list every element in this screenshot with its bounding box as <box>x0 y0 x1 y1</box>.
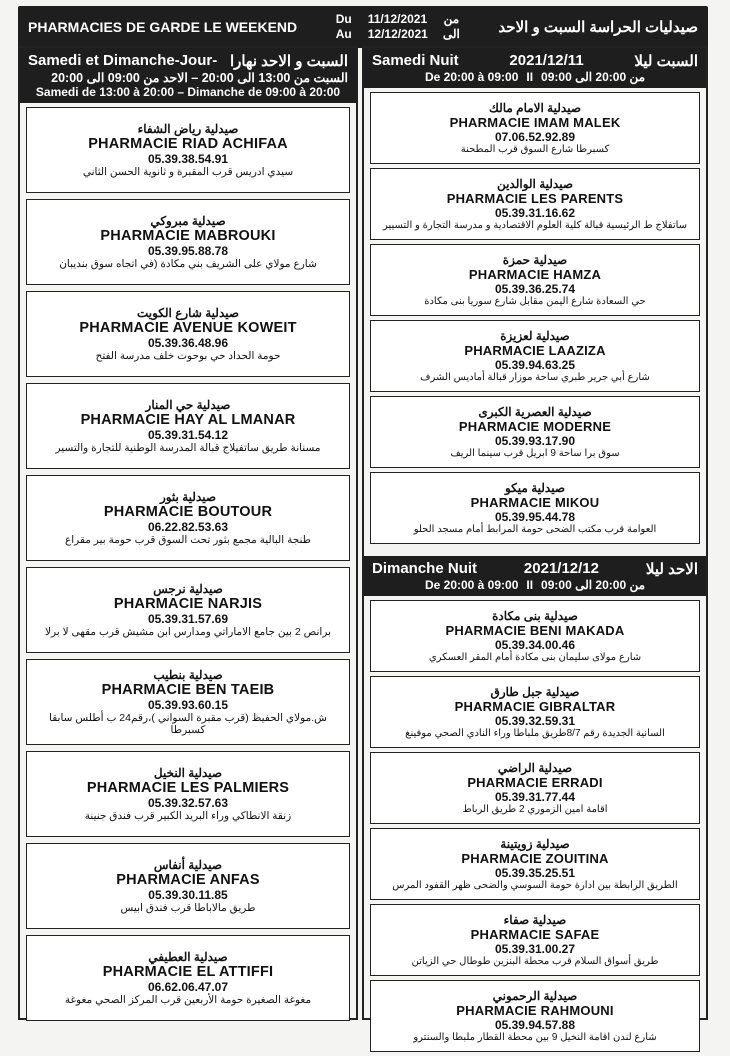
pharmacy-address: طنجة البالية مجمع بثور تحت السوق قرب حومة بير مقراع <box>64 534 312 546</box>
pharmacy-name-arabic: صيدلية حي المنار <box>145 398 231 412</box>
pharmacy-phone: 05.39.94.57.88 <box>494 1018 576 1032</box>
saturday-hours-french: De 20:00 à 09:00 <box>424 70 519 84</box>
pharmacy-name-arabic: صيدلية العطيفي <box>148 950 228 964</box>
pharmacy-name-arabic: صيدلية جبل طارق <box>490 685 580 699</box>
pharmacy-name-arabic: صيدلية نرجس <box>153 582 223 596</box>
day-header-french: Samedi et Dimanche-Jour- <box>28 52 218 69</box>
pharmacy-address: شارع مولاى سليمان بنى مكادة أمام المقر العسكري <box>428 652 642 663</box>
sunday-hours-french: De 20:00 à 09:00 <box>424 578 519 592</box>
pharmacy-name-arabic: صيدلية مبروكي <box>150 214 226 228</box>
pharmacy-address: برانص 2 بين جامع الاماراتي ومدارس ابن مشيش قرب مقهى لا برلا <box>44 626 332 638</box>
pharmacy-address: السانية الجديدة رقم 8/7طريق ملباطا وراء النادي الصحي موفينغ <box>405 728 665 739</box>
pharmacy-address: سوق برا ساحة 9 ابريل قرب سينما الريف <box>450 448 620 459</box>
pharmacy-name: PHARMACIE NARJIS <box>113 596 263 612</box>
saturday-night-list <box>364 88 706 548</box>
saturday-night-date: 2021/12/11 <box>509 52 584 69</box>
pharmacy-name-arabic: صيدلية بنطيب <box>153 668 223 682</box>
pharmacy-card <box>26 751 350 837</box>
pharmacy-phone: 05.39.36.48.96 <box>147 336 229 350</box>
pharmacy-phone: 05.39.32.57.63 <box>147 796 229 810</box>
pharmacy-name-arabic: صيدلية الوالدين <box>496 177 574 191</box>
pharmacy-address: اقامة امين الزموري 2 طريق الرباط <box>462 804 608 815</box>
pharmacy-name: PHARMACIE EL ATTIFFI <box>102 964 274 980</box>
pharmacy-phone: 05.39.30.11.85 <box>148 888 228 902</box>
title-bar <box>18 6 708 48</box>
pharmacy-phone: 06.22.82.53.63 <box>147 520 229 534</box>
pharmacy-phone: 05.39.94.63.25 <box>494 358 576 372</box>
pharmacy-name: PHARMACIE MABROUKI <box>100 228 276 244</box>
pharmacy-phone: 05.39.93.17.90 <box>494 434 576 448</box>
pharmacy-address: شارع لندن اقامة النخيل 9 بين محطة القطار ملبطا والسنترو <box>413 1032 657 1043</box>
pharmacy-card <box>370 600 700 672</box>
pharmacy-card <box>370 396 700 468</box>
pharmacy-phone: 05.39.31.54.12 <box>147 428 229 442</box>
date-range <box>336 12 460 42</box>
sunday-hours-separator: II <box>526 578 534 592</box>
sunday-night-french: Dimanche Nuit <box>372 560 478 577</box>
pharmacy-card <box>26 291 350 377</box>
pharmacy-card <box>370 980 700 1052</box>
pharmacy-address: شارع أبي جرير طبري ساحة موزار قبالة أماديس الشرف <box>420 372 650 383</box>
pharmacy-address: طريق مالاباطا قرب فندق ابيس <box>120 902 256 914</box>
day-hours-french: Samedi de 13:00 à 20:00 – Dimanche de 09:00 à 20:00 <box>35 85 341 99</box>
pharmacy-phone: 05.39.95.88.78 <box>147 244 229 258</box>
pharmacy-name: PHARMACIE MIKOU <box>470 495 600 510</box>
pharmacy-name: PHARMACIE ERRADI <box>467 775 603 790</box>
pharmacy-name-arabic: صيدلية حمزة <box>502 253 568 267</box>
pharmacy-name-arabic: صيدلية شارع الكويت <box>136 306 240 320</box>
pharmacy-phone: 05.39.31.16.62 <box>494 206 576 220</box>
pharmacy-address: طريق أسواق السلام قرب محطة البنزين طوطال حي الزياتن <box>411 956 659 967</box>
pharmacy-card <box>370 472 700 544</box>
pharmacy-address: العوامة قرب مكتب الضحى حومة المرابط أمام مسجد الحلو <box>413 524 657 535</box>
sunday-night-header <box>364 556 706 596</box>
pharmacy-name: PHARMACIE BEN TAEIB <box>101 682 275 698</box>
pharmacy-name: PHARMACIE MODERNE <box>458 419 612 434</box>
pharmacy-address: زنقة الانطاكي وراء البريد الكبير قرب فندق جنينة <box>84 810 292 822</box>
pharmacy-name-arabic: صيدلية الرحموني <box>492 989 578 1003</box>
pharmacy-phone: 05.39.31.00.27 <box>494 942 576 956</box>
pharmacy-card <box>26 383 350 469</box>
pharmacy-name: PHARMACIE IMAM MALEK <box>449 115 621 130</box>
pharmacy-phone: 05.39.35.25.51 <box>494 866 576 880</box>
day-hours-arabic: السبت من 13:00 الى 20:00 – الاحد من 09:00 الى 20:00 <box>51 71 348 85</box>
day-pharmacy-list <box>20 103 356 1027</box>
pharmacy-phone: 05.39.34.00.46 <box>494 638 576 652</box>
pharmacy-card <box>26 475 350 561</box>
day-header-arabic: السبت و الاحد نهارا <box>229 53 348 70</box>
pharmacy-name-arabic: صيدلية العصرية الكبرى <box>478 405 592 419</box>
du-date: 11/12/2021 <box>367 12 428 26</box>
saturday-night-arabic: السبت ليلا <box>634 53 698 70</box>
pharmacy-card <box>26 199 350 285</box>
pharmacy-name: PHARMACIE ZOUITINA <box>461 851 609 866</box>
sunday-night-arabic: الاحد ليلا <box>645 561 698 578</box>
saturday-night-french: Samedi Nuit <box>372 52 459 69</box>
sunday-night-date: 2021/12/12 <box>523 560 599 577</box>
au-arabic: الى <box>442 27 460 41</box>
pharmacy-name-arabic: صيدلية بنى مكادة <box>492 609 578 623</box>
pharmacy-address: شارع مولاي على الشريف بني مكادة (في اتجاه سوق بنديبان <box>59 258 317 270</box>
pharmacy-card <box>370 168 700 240</box>
saturday-hours-separator: II <box>526 70 534 84</box>
pharmacy-card <box>26 935 350 1021</box>
pharmacy-name-arabic: صيدلية صفاء <box>503 913 567 927</box>
pharmacy-name: PHARMACIE HAMZA <box>468 267 602 282</box>
pharmacy-phone: 05.39.31.77.44 <box>494 790 576 804</box>
saturday-night-header <box>364 48 706 88</box>
pharmacy-name-arabic: صيدلية زويتينة <box>500 837 570 851</box>
pharmacy-address: مسنانة طريق ساتفيلاج قبالة المدرسة الوطنية للتجارة والتسير <box>55 442 321 454</box>
pharmacy-phone: 05.39.93.60.15 <box>147 698 229 712</box>
pharmacy-name: PHARMACIE LES PALMIERS <box>86 780 290 796</box>
au-label: Au <box>335 27 352 41</box>
pharmacy-name: PHARMACIE AVENUE KOWEIT <box>79 320 297 336</box>
pharmacy-name: PHARMACIE LES PARENTS <box>446 191 624 206</box>
pharmacy-card <box>370 828 700 900</box>
pharmacy-name: PHARMACIE BENI MAKADA <box>445 623 625 638</box>
pharmacy-address: الطريق الرابطة بين ادارة حومة السوسي والضحى ظهر القفود المرس <box>392 880 678 891</box>
pharmacy-phone: 07.06.52.92.89 <box>494 130 576 144</box>
night-column <box>362 46 708 1043</box>
pharmacy-card <box>370 676 700 748</box>
saturday-hours-arabic: من 20:00 الى 09:00 <box>541 70 646 84</box>
du-label: Du <box>335 12 352 26</box>
pharmacy-address: ش.مولاي الحفيظ (قرب مقبرة السواني )،رقم24 ب أطلس سابقا كسبرطا <box>49 712 327 736</box>
pharmacy-card <box>370 244 700 316</box>
pharmacy-address: حومة الحداد حي بوحوت خلف مدرسة الفتح <box>95 350 281 362</box>
pharmacy-name-arabic: صيدلية الراضي <box>497 761 573 775</box>
pharmacy-name-arabic: صيدلية لعزيزة <box>500 329 570 343</box>
pharmacy-name-arabic: صيدلية أنفاس <box>153 858 223 872</box>
day-column <box>18 46 358 1020</box>
pharmacy-phone: 05.39.38.54.91 <box>147 152 229 166</box>
pharmacy-name-arabic: صيدلية رياض الشفاء <box>137 122 239 136</box>
pharmacy-phone: 05.39.95.44.78 <box>494 510 576 524</box>
au-date: 12/12/2021 <box>367 27 428 41</box>
pharmacy-card <box>26 843 350 929</box>
pharmacy-address: كسبرطا شارع السوق قرب المطحنة <box>460 144 610 155</box>
pharmacy-phone: 06.62.06.47.07 <box>147 980 229 994</box>
pharmacy-card <box>26 659 350 745</box>
day-header <box>20 48 356 103</box>
pharmacy-card <box>370 92 700 164</box>
pharmacy-card <box>26 107 350 193</box>
sunday-night-list <box>364 596 706 1056</box>
pharmacy-card <box>370 904 700 976</box>
pharmacy-phone: 05.39.32.59.31 <box>494 714 576 728</box>
pharmacy-address: ساتفلاج ط الرئيسية قبالة كلية العلوم الاقتصادية و مدرسة التجارة و التسيير <box>382 220 688 231</box>
pharmacy-address: حي السعادة شارع اليمن مقابل شارع سوريا بنى مكادة <box>424 296 646 307</box>
pharmacy-address: مغوغة الصغيرة حومة الأربعين قرب المركز الصحي مغوغة <box>64 994 312 1006</box>
pharmacy-name-arabic: صيدلية بثور <box>159 490 217 504</box>
pharmacy-phone: 05.39.36.25.74 <box>494 282 576 296</box>
pharmacy-card <box>370 752 700 824</box>
pharmacy-name: PHARMACIE LAAZIZA <box>464 343 606 358</box>
pharmacy-name: PHARMACIE GIBRALTAR <box>454 699 616 714</box>
pharmacy-name: PHARMACIE RIAD ACHIFAA <box>88 136 288 152</box>
pharmacy-card <box>370 320 700 392</box>
pharmacy-address: سيدي ادريس قرب المقبرة و ثانوية الحسن الثاني <box>82 166 294 178</box>
pharmacy-name: PHARMACIE HAY AL LMANAR <box>80 412 296 428</box>
pharmacy-name: PHARMACIE RAHMOUNI <box>456 1003 614 1018</box>
du-arabic: من <box>443 12 460 26</box>
pharmacy-name: PHARMACIE BOUTOUR <box>103 504 273 520</box>
title-arabic: صيدليات الحراسة السبت و الاحد <box>498 19 698 36</box>
sunday-hours-arabic: من 20:00 الى 09:00 <box>541 578 646 592</box>
pharmacy-name: PHARMACIE ANFAS <box>116 872 260 888</box>
pharmacy-name-arabic: صيدلية النخيل <box>153 766 223 780</box>
pharmacy-card <box>26 567 350 653</box>
pharmacy-name-arabic: صيدلية ميكو <box>504 481 566 495</box>
pharmacy-name: PHARMACIE SAFAE <box>470 927 600 942</box>
pharmacy-name-arabic: صيدلية الامام مالك <box>488 101 582 115</box>
title-french: PHARMACIES DE GARDE LE WEEKEND <box>28 19 298 35</box>
pharmacy-phone: 05.39.31.57.69 <box>147 612 229 626</box>
